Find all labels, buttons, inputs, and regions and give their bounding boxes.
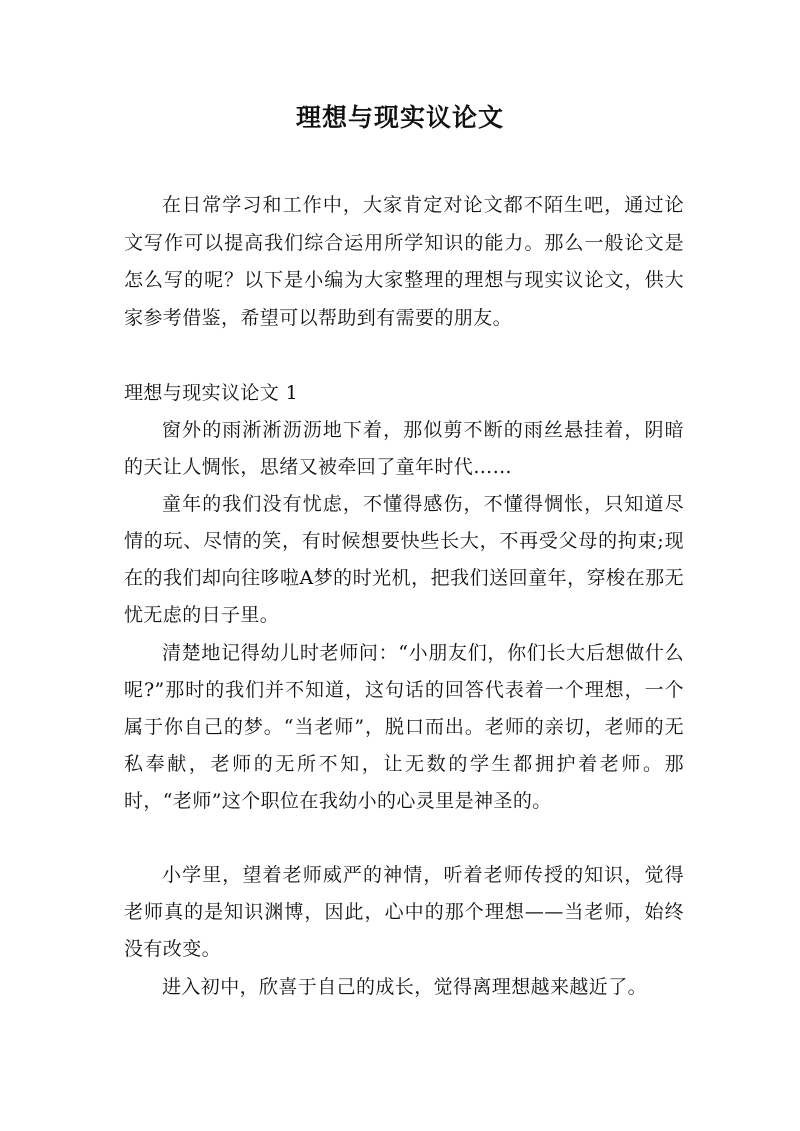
body-paragraph-4: 小学里，望着老师威严的神情，听着老师传授的知识，觉得老师真的是知识渊博，因此，心中的那个理想——当老师，始终没有改变。 (124, 864, 684, 960)
document-title: 理想与现实议论文 (295, 103, 504, 132)
section-heading: 理想与现实议论文 1 (124, 382, 299, 404)
body-paragraph-2: 童年的我们没有忧虑，不懂得感伤，不懂得惆怅，只知道尽情的玩、尽情的笑，有时候想要快些长大，不再受父母的拘束;现在的我们却向往哆啦A梦的时光机，把我们送回童年，穿梭在那无忧无虑的日子里。 (124, 493, 684, 626)
body-paragraph-3: 清楚地记得幼儿时老师问：“小朋友们，你们长大后想做什么呢?”那时的我们并不知道，这句话的回答代表着一个理想，一个属于你自己的梦。“当老师”，脱口而出。老师的亲切，老师的无私奉献，老师的无所不知，让无数的学生都拥护着老师。那时，“老师”这个职位在我幼小的心灵里是神圣的。 (124, 642, 684, 812)
body-paragraph-5: 进入初中，欣喜于自己的成长，觉得离理想越来越近了。 (162, 976, 648, 998)
intro-paragraph: 在日常学习和工作中，大家肯定对论文都不陌生吧，通过论文写作可以提高我们综合运用所学知识的能力。那么一般论文是怎么写的呢？以下是小编为大家整理的理想与现实议论文，供大家参考借鉴，希望可以帮助到有需要的朋友。 (124, 194, 684, 329)
body-paragraph-1: 窗外的雨淅淅沥沥地下着，那似剪不断的雨丝悬挂着，阴暗的天让人惆怅，思绪又被牵回了童年时代…… (124, 419, 684, 478)
